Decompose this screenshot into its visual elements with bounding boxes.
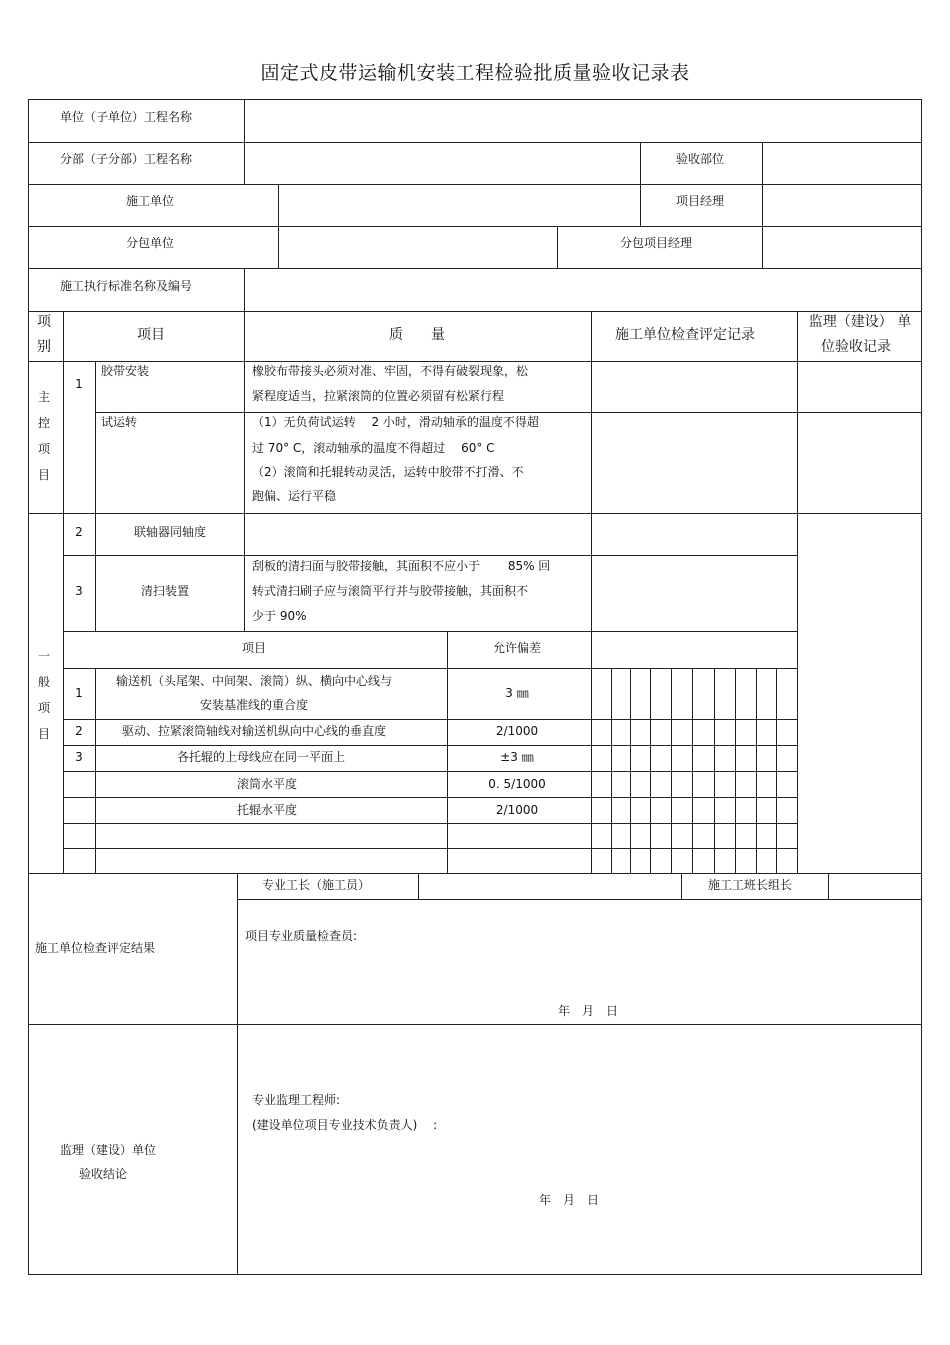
general-items-char: 般 xyxy=(37,675,50,689)
table-row-value: 2/1000 xyxy=(495,803,539,817)
table-row-text: 滚筒水平度 xyxy=(236,777,298,791)
subcontract-manager-label: 分包项目经理 xyxy=(619,236,693,250)
table-row-value: 2/1000 xyxy=(495,724,539,738)
table-row-value: ±3 ㎜ xyxy=(500,750,534,764)
table-row-number: 1 xyxy=(75,686,83,700)
owner-tech-lead-label: (建设单位项目专业技术负责人) : xyxy=(252,1118,438,1132)
cleaning-name: 清扫装置 xyxy=(140,584,190,598)
trial-run-quality-3: （2）滚筒和托辊转动灵活，运转中胶带不打滑、不 xyxy=(252,465,524,479)
deviation-allowed-header: 允许偏差 xyxy=(492,641,542,655)
item-header: 项目 xyxy=(137,327,165,343)
general-items-label xyxy=(34,643,54,747)
cleaning-quality-3: 少于 90% xyxy=(252,609,307,623)
main-control-label xyxy=(34,384,54,488)
table-row-text: 安装基准线的重合度 xyxy=(199,698,309,712)
supervision-engineer-label: 专业监理工程师: xyxy=(252,1093,341,1107)
category-header-top: 项 xyxy=(37,314,51,330)
supervision-record-header-2: 位验收记录 xyxy=(821,339,891,355)
trial-run-quality-4: 跑偏、运行平稳 xyxy=(252,489,337,503)
foreman-label: 专业工长（施工员） xyxy=(261,878,371,892)
division-project-name-label: 分部（子分部）工程名称 xyxy=(59,152,193,166)
general-items-char: 目 xyxy=(37,727,50,741)
construction-unit-label: 施工单位 xyxy=(125,194,175,208)
table-row-number: 2 xyxy=(75,724,83,738)
belt-install-name: 胶带安装 xyxy=(101,364,150,378)
supervision-record-header-1: 监理（建设） 单 xyxy=(808,314,912,330)
main-control-char: 控 xyxy=(37,416,50,430)
table-row-text: 各托辊的上母线应在同一平面上 xyxy=(176,750,346,764)
main-control-char: 项 xyxy=(37,442,50,456)
cleaning-quality-2: 转式清扫刷子应与滚筒平行并与胶带接触，其面积不 xyxy=(252,584,529,598)
form-title: 固定式皮带运输机安装工程检验批质量验收记录表 xyxy=(260,62,690,84)
table-row-text: 输送机（头尾架、中间架、滚筒）纵、横向中心线与 xyxy=(115,674,393,688)
quality-inspector-label: 项目专业质量检查员: xyxy=(245,929,358,943)
main-control-number: 1 xyxy=(75,377,83,391)
trial-run-quality-1: （1）无负荷试运转 2 小时，滑动轴承的温度不得超 xyxy=(252,415,539,429)
table-row-number: 3 xyxy=(75,750,83,764)
standard-name-label: 施工执行标准名称及编号 xyxy=(59,279,193,293)
coupling-number: 2 xyxy=(75,525,83,539)
supervision-conclusion-label-1: 监理（建设）单位 xyxy=(59,1143,157,1157)
supervision-conclusion-label-2: 验收结论 xyxy=(78,1167,128,1181)
team-leader-label: 施工工班长组长 xyxy=(707,878,793,892)
trial-run-name: 试运转 xyxy=(101,415,138,429)
unit-project-name-label: 单位（子单位）工程名称 xyxy=(59,110,193,124)
main-control-char: 目 xyxy=(37,468,50,482)
coupling-name: 联轴器同轴度 xyxy=(133,525,207,539)
cleaning-quality-1: 刮板的清扫面与胶带接触，其面积不应小于 85% 回 xyxy=(252,559,551,573)
table-row-value: 3 ㎜ xyxy=(505,686,529,700)
general-items-char: 项 xyxy=(37,701,50,715)
quality-header: 质 量 xyxy=(389,327,445,343)
construction-record-header: 施工单位检查评定记录 xyxy=(615,327,755,343)
table-row-value: 0. 5/1000 xyxy=(488,777,546,791)
main-control-char: 主 xyxy=(37,390,50,404)
category-header-bottom: 别 xyxy=(37,339,51,355)
supervision-date: 年 月 日 xyxy=(539,1193,600,1207)
cleaning-number: 3 xyxy=(75,584,83,598)
belt-install-quality-1: 橡胶布带接头必须对准、牢固，不得有破裂现象，松 xyxy=(252,364,529,378)
construction-date: 年 月 日 xyxy=(558,1004,619,1018)
table-row-text: 驱动、拉紧滚筒轴线对输送机纵向中心线的垂直度 xyxy=(121,724,387,738)
table-row-text: 托辊水平度 xyxy=(236,803,298,817)
trial-run-quality-2: 过 70° C，滚动轴承的温度不得超过 60° C xyxy=(252,441,495,455)
deviation-item-header: 项目 xyxy=(241,641,267,655)
construction-result-label: 施工单位检查评定结果 xyxy=(35,941,156,955)
acceptance-part-label: 验收部位 xyxy=(675,152,725,166)
subcontract-unit-label: 分包单位 xyxy=(125,236,175,250)
project-manager-label: 项目经理 xyxy=(675,194,725,208)
general-items-char: 一 xyxy=(37,649,50,663)
belt-install-quality-2: 紧程度适当，拉紧滚筒的位置必须留有松紧行程 xyxy=(252,389,505,403)
